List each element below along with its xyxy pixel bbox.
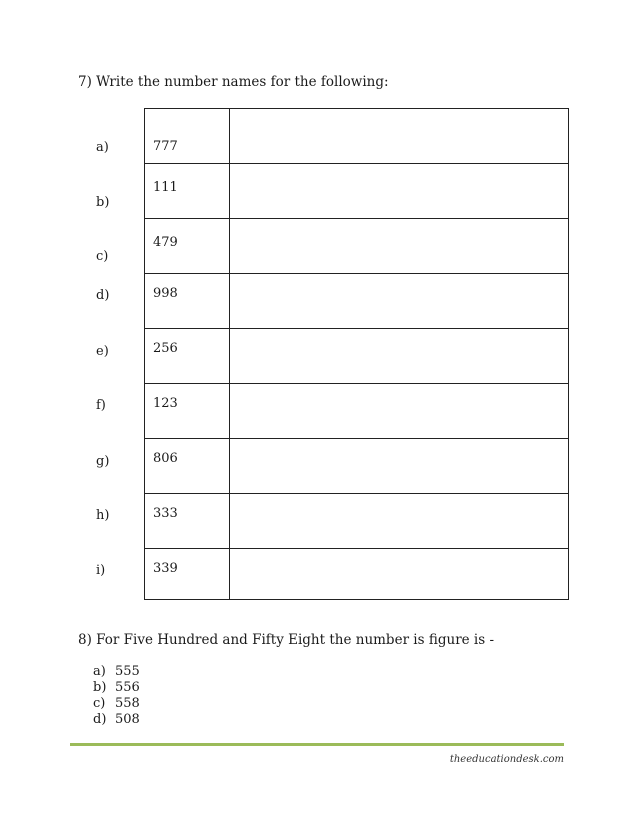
answer-cell[interactable] [230,494,569,549]
table-row [145,384,569,439]
table-row [145,164,569,219]
number-cell: 333 [145,494,230,549]
option-item[interactable] [93,680,140,696]
number-cell: 806 [145,439,230,494]
row-label: e) [96,344,109,359]
row-label: b) [96,195,110,210]
number-cell: 998 [145,274,230,329]
row-label: a) [96,140,109,155]
row-label: c) [96,249,109,264]
table-row [145,329,569,384]
option-value: 508 [115,712,140,727]
row-label: f) [96,398,106,413]
question-8-prompt: 8) For Five Hundred and Fifty Eight the number is figure is - [78,632,495,648]
number-cell: 256 [145,329,230,384]
option-label: d) [93,712,107,727]
option-item[interactable] [93,696,140,712]
row-label: g) [96,454,110,469]
answer-cell[interactable] [230,219,569,274]
answer-cell[interactable] [230,109,569,164]
option-item[interactable] [93,664,140,680]
table-row [145,439,569,494]
number-cell: 339 [145,549,230,600]
option-value: 555 [115,664,140,679]
table-row [145,549,569,600]
option-value: 556 [115,680,140,695]
footer-divider [70,743,564,746]
answer-cell[interactable] [230,164,569,219]
number-names-table [144,108,569,600]
answer-cell[interactable] [230,384,569,439]
table-row [145,274,569,329]
row-label: h) [96,508,110,523]
answer-cell[interactable] [230,549,569,600]
option-label: b) [93,680,107,695]
table-row [145,494,569,549]
number-cell: 777 [145,109,230,164]
answer-cell[interactable] [230,274,569,329]
footer-site-name: theeducationdesk.com [449,754,564,765]
row-label: d) [96,288,110,303]
table-row [145,219,569,274]
option-label: c) [93,696,106,711]
number-cell: 123 [145,384,230,439]
number-cell: 111 [145,164,230,219]
number-cell: 479 [145,219,230,274]
question-7-prompt: 7) Write the number names for the following: [78,74,389,90]
answer-cell[interactable] [230,439,569,494]
option-item[interactable] [93,712,140,728]
option-value: 558 [115,696,140,711]
table-row [145,109,569,164]
row-label: i) [96,563,106,578]
question-8-options [93,664,140,728]
answer-cell[interactable] [230,329,569,384]
option-label: a) [93,664,106,679]
